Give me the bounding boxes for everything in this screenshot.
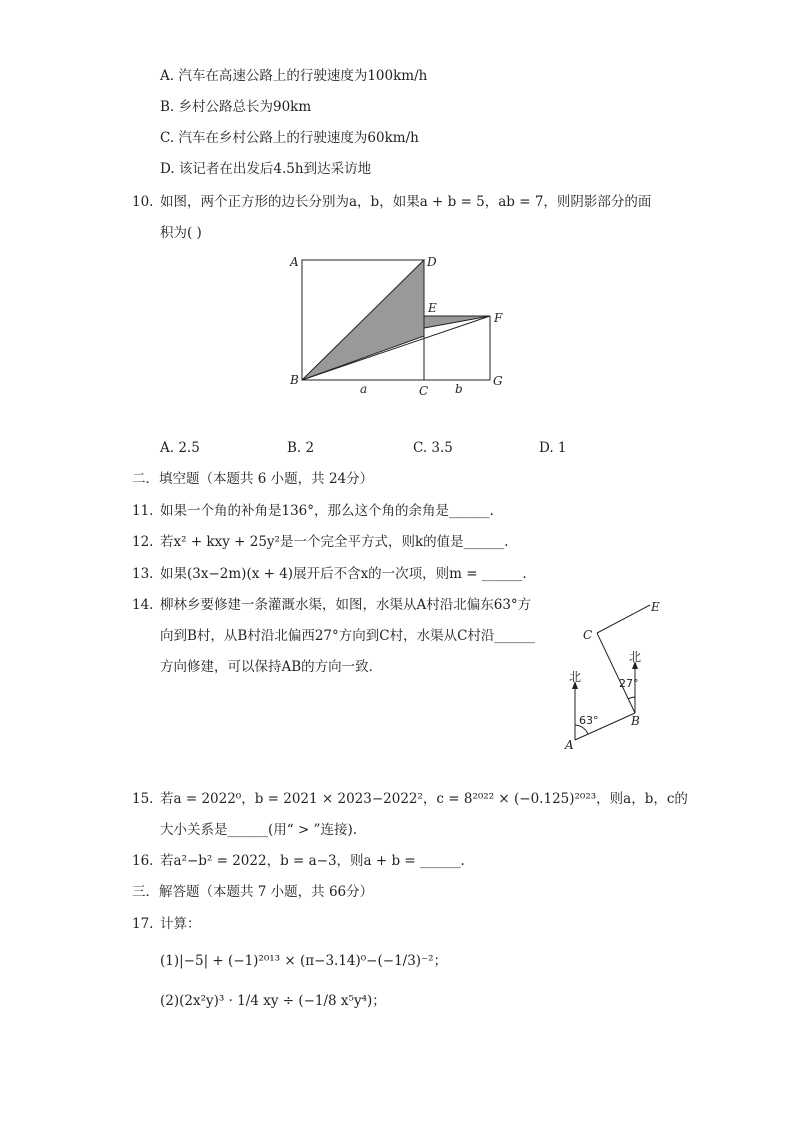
label-B: B	[290, 373, 299, 387]
q14-text-line2: 向到B村，从B村沿北偏西27°方向到C村，水渠从C村沿______	[160, 628, 535, 644]
label-A: A	[290, 255, 299, 269]
q10-figure	[280, 250, 510, 400]
angle-63: 63°	[579, 714, 599, 727]
q10-text-line1: 如图，两个正方形的边长分别为a，b，如果a + b = 5，ab = 7，则阴影部分的面	[160, 194, 652, 210]
q17-part1: (1)|−5| + (−1)²⁰¹³ × (π−3.14)⁰−(−1/3)⁻²；	[160, 953, 448, 969]
point-A: A	[565, 738, 574, 752]
q11-text: 如果一个角的补角是136°，那么这个角的余角是______.	[160, 503, 494, 519]
point-C: C	[583, 628, 593, 642]
q16-number: 16.	[132, 853, 154, 869]
q15-text-line2: 大小关系是______(用“ > ”连接).	[160, 822, 358, 838]
label-b: b	[455, 382, 463, 396]
q14-text-line1: 柳林乡要修建一条灌溉水渠，如图，水渠从A村沿北偏东63°方	[160, 597, 532, 613]
label-D: D	[427, 255, 437, 269]
q16-text: 若a²−b² = 2022，b = a−3，则a + b = ______.	[160, 853, 465, 869]
q10-number: 10.	[132, 194, 154, 210]
north-label-b: 北	[629, 650, 642, 664]
q14-number: 14.	[132, 597, 154, 613]
q10-option-a: A. 2.5	[160, 440, 200, 456]
q9-option-c: C. 汽车在乡村公路上的行驶速度为60km/h	[160, 130, 419, 146]
q14-figure	[555, 595, 675, 755]
q10-text-line2: 积为( )	[160, 225, 202, 241]
q9-option-b: B. 乡村公路总长为90km	[160, 99, 312, 115]
q17-number: 17.	[132, 916, 154, 932]
q9-option-a: A. 汽车在高速公路上的行驶速度为100km/h	[160, 68, 428, 84]
angle-27: 27°	[619, 677, 639, 690]
point-B: B	[631, 714, 640, 728]
label-C: C	[419, 384, 429, 398]
label-E: E	[428, 301, 437, 315]
q17-part2: (2)(2x²y)³ · 1/4 xy ÷ (−1/8 x⁵y⁴)；	[160, 993, 386, 1009]
point-E: E	[651, 600, 660, 614]
q12-text: 若x² + kxy + 25y²是一个完全平方式，则k的值是______.	[160, 534, 509, 550]
q9-option-d: D. 该记者在出发后4.5h到达采访地	[160, 161, 372, 177]
q15-text-line1: 若a = 2022⁰，b = 2021 × 2023−2022²，c = 8²⁰²² × (−0.125)²⁰²³，则a，b，c的	[160, 791, 688, 807]
q10-option-b: B. 2	[287, 440, 315, 456]
label-a: a	[360, 382, 368, 396]
q15-number: 15.	[132, 791, 154, 807]
section3-heading: 三．解答题（本题共 7 小题，共 66分）	[132, 884, 374, 900]
q17-title: 计算：	[160, 916, 201, 932]
north-label-a: 北	[569, 670, 582, 684]
q11-number: 11.	[132, 503, 154, 519]
label-G: G	[493, 374, 503, 388]
q10-option-d: D. 1	[539, 440, 567, 456]
q12-number: 12.	[132, 534, 154, 550]
q10-option-c: C. 3.5	[413, 440, 453, 456]
q13-text: 如果(3x−2m)(x + 4)展开后不含x的一次项，则m = ______.	[160, 566, 527, 582]
q13-number: 13.	[132, 566, 154, 582]
q14-text-line3: 方向修建，可以保持AB的方向一致．	[160, 659, 383, 675]
section2-heading: 二．填空题（本题共 6 小题，共 24分）	[132, 471, 374, 487]
label-F: F	[494, 311, 503, 325]
